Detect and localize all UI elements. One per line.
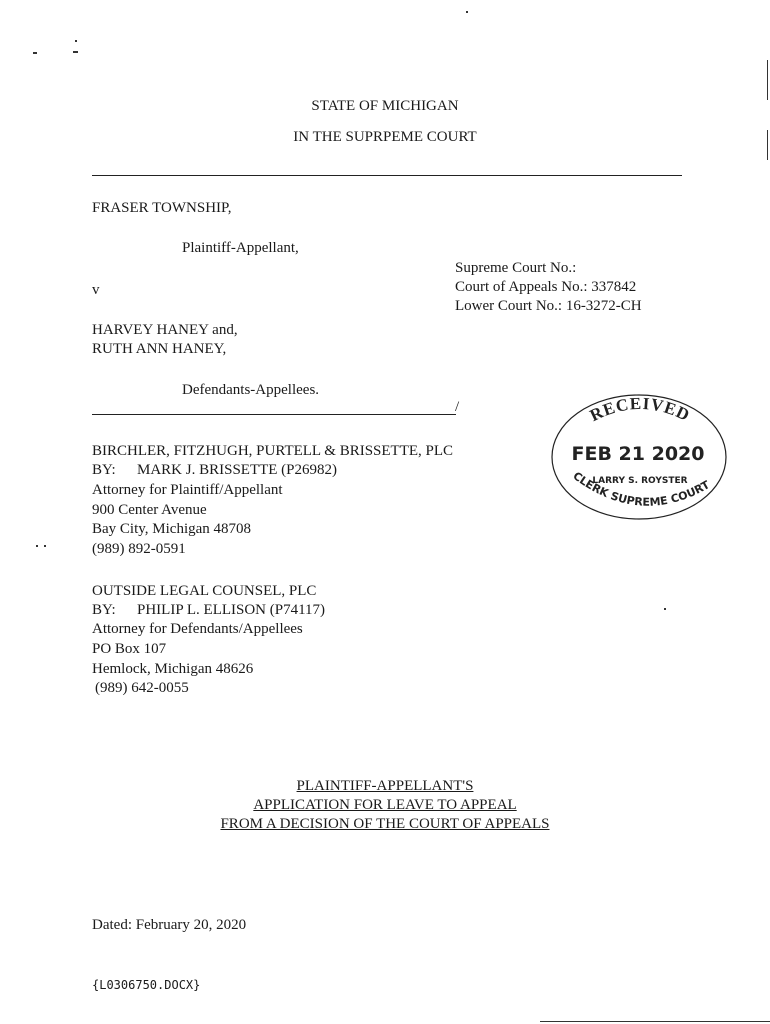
court-name: IN THE SUPRPEME COURT [293, 129, 477, 145]
plaintiff-counsel-address-1: 900 Center Avenue [92, 502, 207, 518]
defendant-counsel-attorney: PHILIP L. ELLISON (P74117) [137, 602, 326, 618]
versus: v [92, 282, 100, 298]
received-stamp [550, 392, 730, 522]
document-title-line-3: FROM A DECISION OF THE COURT OF APPEALS [220, 816, 550, 832]
stamp-date: FEB 21 2020 [571, 443, 705, 465]
plaintiff-counsel-address-2: Bay City, Michigan 48708 [92, 521, 252, 537]
scan-edge [767, 60, 768, 100]
defendant-counsel-role: Attorney for Defendants/Appellees [92, 621, 303, 637]
defendant-line-2: RUTH ANN HANEY, [92, 341, 227, 357]
plaintiff-counsel-role: Attorney for Plaintiff/Appellant [92, 482, 283, 498]
scan-speck [73, 51, 78, 53]
plaintiff-counsel-attorney: MARK J. BRISSETTE (P26982) [137, 462, 338, 478]
dated-line: Dated: February 20, 2020 [92, 917, 247, 933]
document-title-line-1: PLAINTIFF-APPELLANT'S [296, 778, 474, 794]
scan-edge [540, 1021, 770, 1022]
supreme-court-number: Supreme Court No.: [455, 260, 577, 276]
defendant-counsel-phone: (989) 642-0055 [95, 680, 189, 696]
defendant-counsel-firm: OUTSIDE LEGAL COUNSEL, PLC [92, 583, 317, 599]
defendant-role: Defendants-Appellees. [182, 382, 320, 398]
stamp-name: LARRY S. ROYSTER [592, 476, 688, 486]
defendant-counsel-by: BY: [92, 602, 116, 618]
document-title-line-2: APPLICATION FOR LEAVE TO APPEAL [253, 797, 517, 813]
defendant-counsel-address-1: PO Box 107 [92, 641, 167, 657]
caption-rule [92, 414, 456, 415]
scan-speck [75, 40, 77, 42]
defendant-line-1: HARVEY HANEY and, [92, 322, 238, 338]
scan-speck [664, 608, 666, 610]
plaintiff-counsel-by: BY: [92, 462, 116, 478]
lower-court-number: Lower Court No.: 16-3272-CH [455, 298, 642, 314]
scan-speck [36, 545, 38, 547]
court-of-appeals-number: Court of Appeals No.: 337842 [455, 279, 637, 295]
plaintiff-counsel-firm: BIRCHLER, FITZHUGH, PURTELL & BRISSETTE, PLC [92, 443, 454, 459]
stamp-clerk: CLERK SUPREME COURT [570, 469, 712, 509]
heading-rule [92, 175, 682, 176]
scan-speck [33, 52, 37, 54]
scan-speck [466, 11, 468, 13]
scan-speck [44, 545, 46, 547]
stamp-received: RECEIVED [586, 393, 694, 426]
defendant-counsel-address-2: Hemlock, Michigan 48626 [92, 661, 254, 677]
plaintiff-counsel-phone: (989) 892-0591 [92, 541, 186, 557]
plaintiff-name: FRASER TOWNSHIP, [92, 200, 232, 216]
plaintiff-role: Plaintiff-Appellant, [182, 240, 299, 256]
court-state: STATE OF MICHIGAN [311, 98, 459, 114]
document-id: {L0306750.DOCX} [92, 978, 201, 992]
caption-slash: / [455, 399, 460, 415]
